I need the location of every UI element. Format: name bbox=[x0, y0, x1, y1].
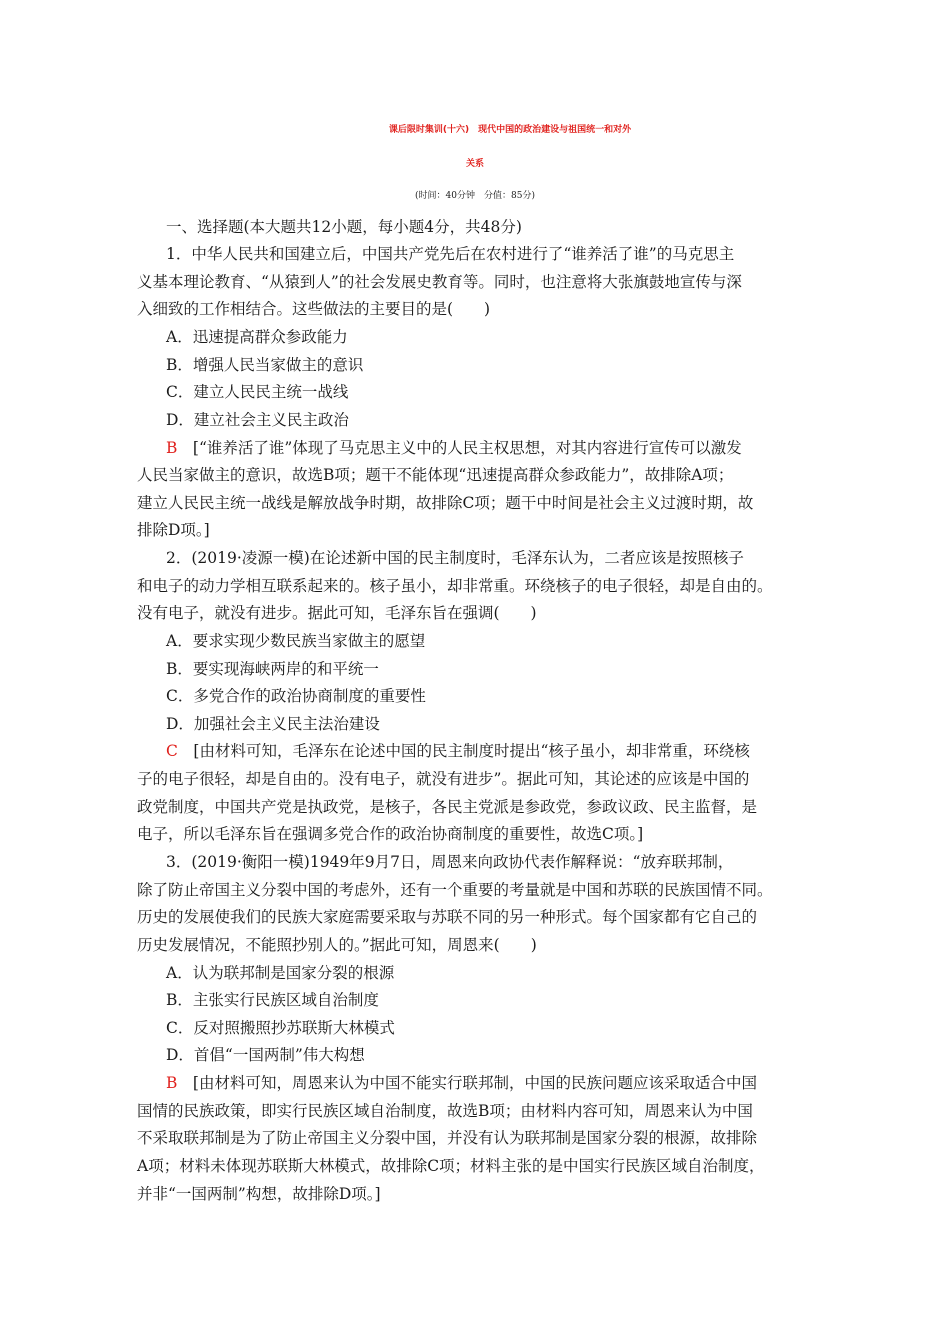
explanation-line: A项；材料未体现苏联斯大林模式，故排除C项；材料主张的是中国实行民族区域自治制度， bbox=[137, 1157, 765, 1175]
explanation-line: 国情的民族政策，即实行民族区域自治制度，故选B项；由材料内容可知，周恩来认为中国 bbox=[137, 1102, 753, 1120]
explanation-line: 电子，所以毛泽东旨在强调多党合作的政治协商制度的重要性，故选C项。] bbox=[137, 825, 644, 843]
explanation-line: 不采取联邦制是为了防止帝国主义分裂中国，并没有认为联邦制是国家分裂的根源，故排除 bbox=[137, 1129, 758, 1147]
option-b: B．主张实行民族区域自治制度 bbox=[166, 991, 379, 1009]
option-a: A．认为联邦制是国家分裂的根源 bbox=[166, 964, 395, 982]
answer-line bbox=[166, 438, 742, 458]
answer-letter: B bbox=[166, 439, 178, 457]
question-stem-line: 义基本理论教育、“从猿到人”的社会发展史教育等。同时，也注意将大张旗鼓地宣传与深 bbox=[137, 273, 742, 291]
explanation-text: [由材料可知，毛泽东在论述中国的民主制度时提出“核子虽小，却非常重，环绕核 bbox=[193, 742, 750, 760]
section-heading: 一、选择题(本大题共12小题，每小题4分，共48分) bbox=[166, 218, 522, 236]
question-stem-line: 3．(2019·衡阳一模)1949年9月7日，周恩来向政协代表作解释说：“放弃联邦制， bbox=[166, 853, 734, 871]
explanation-text: [“谁养活了谁”体现了马克思主义中的人民主权思想，对其内容进行宣传可以激发 bbox=[192, 439, 742, 457]
time-score-info: (时间：40分钟 分值：85分) bbox=[415, 191, 535, 201]
option-d: D．加强社会主义民主法治建设 bbox=[166, 715, 380, 733]
question-stem-line: 没有电子，就没有进步。据此可知，毛泽东旨在强调( ) bbox=[137, 604, 537, 622]
question-stem-line: 历史发展情况，不能照抄别人的。”据此可知，周恩来( ) bbox=[137, 936, 537, 954]
option-d: D．建立社会主义民主政治 bbox=[166, 411, 349, 429]
answer-letter: B bbox=[166, 1074, 178, 1092]
question-stem-line: 历史的发展使我们的民族大家庭需要采取与苏联不同的另一种形式。每个国家都有它自己的 bbox=[137, 908, 758, 926]
document-title-continued: 关系 bbox=[465, 159, 484, 169]
answer-line bbox=[166, 1073, 757, 1093]
option-b: B．要实现海峡两岸的和平统一 bbox=[166, 660, 379, 678]
answer-letter: C bbox=[166, 742, 178, 760]
explanation-line: 并非“一国两制”构想，故排除D项。] bbox=[137, 1185, 381, 1203]
explanation-line: 子的电子很轻，却是自由的。没有电子，就没有进步”。据此可知，其论述的应该是中国的 bbox=[137, 770, 750, 788]
option-c: C．建立人民民主统一战线 bbox=[166, 383, 349, 401]
explanation-text: [由材料可知，周恩来认为中国不能实行联邦制，中国的民族问题应该采取适合中国 bbox=[192, 1074, 757, 1092]
explanation-line: 建立人民民主统一战线是解放战争时期，故排除C项；题干中时间是社会主义过渡时期，故 bbox=[137, 494, 754, 512]
question-stem-line: 和电子的动力学相互联系起来的。核子虽小，却非常重。环绕核子的电子很轻，却是自由的。 bbox=[137, 577, 773, 595]
explanation-line: 政党制度，中国共产党是执政党，是核子，各民主党派是参政党，参政议政、民主监督，是 bbox=[137, 798, 758, 816]
option-b: B．增强人民当家做主的意识 bbox=[166, 356, 364, 374]
question-stem-line: 2．(2019·凌源一模)在论述新中国的民主制度时，毛泽东认为，二者应该是按照核子 bbox=[166, 549, 744, 567]
option-a: A．迅速提高群众参政能力 bbox=[166, 328, 348, 346]
question-stem-line: 1．中华人民共和国建立后，中国共产党先后在农村进行了“谁养活了谁”的马克思主 bbox=[166, 245, 735, 263]
question-stem-line: 入细致的工作相结合。这些做法的主要目的是( ) bbox=[137, 300, 491, 318]
option-c: C．反对照搬照抄苏联斯大林模式 bbox=[166, 1019, 395, 1037]
answer-line bbox=[166, 741, 750, 761]
explanation-line: 排除D项。] bbox=[137, 521, 210, 539]
option-d: D．首倡“一国两制”伟大构想 bbox=[166, 1046, 365, 1064]
option-c: C．多党合作的政治协商制度的重要性 bbox=[166, 687, 426, 705]
question-stem-line: 除了防止帝国主义分裂中国的考虑外，还有一个重要的考量就是中国和苏联的民族国情不同。 bbox=[137, 881, 773, 899]
option-a: A．要求实现少数民族当家做主的愿望 bbox=[166, 632, 426, 650]
explanation-line: 人民当家做主的意识，故选B项；题干不能体现“迅速提高群众参政能力”，故排除A项； bbox=[137, 466, 734, 484]
document-title: 课后限时集训(十六) 现代中国的政治建设与祖国统一和对外 bbox=[388, 125, 632, 135]
